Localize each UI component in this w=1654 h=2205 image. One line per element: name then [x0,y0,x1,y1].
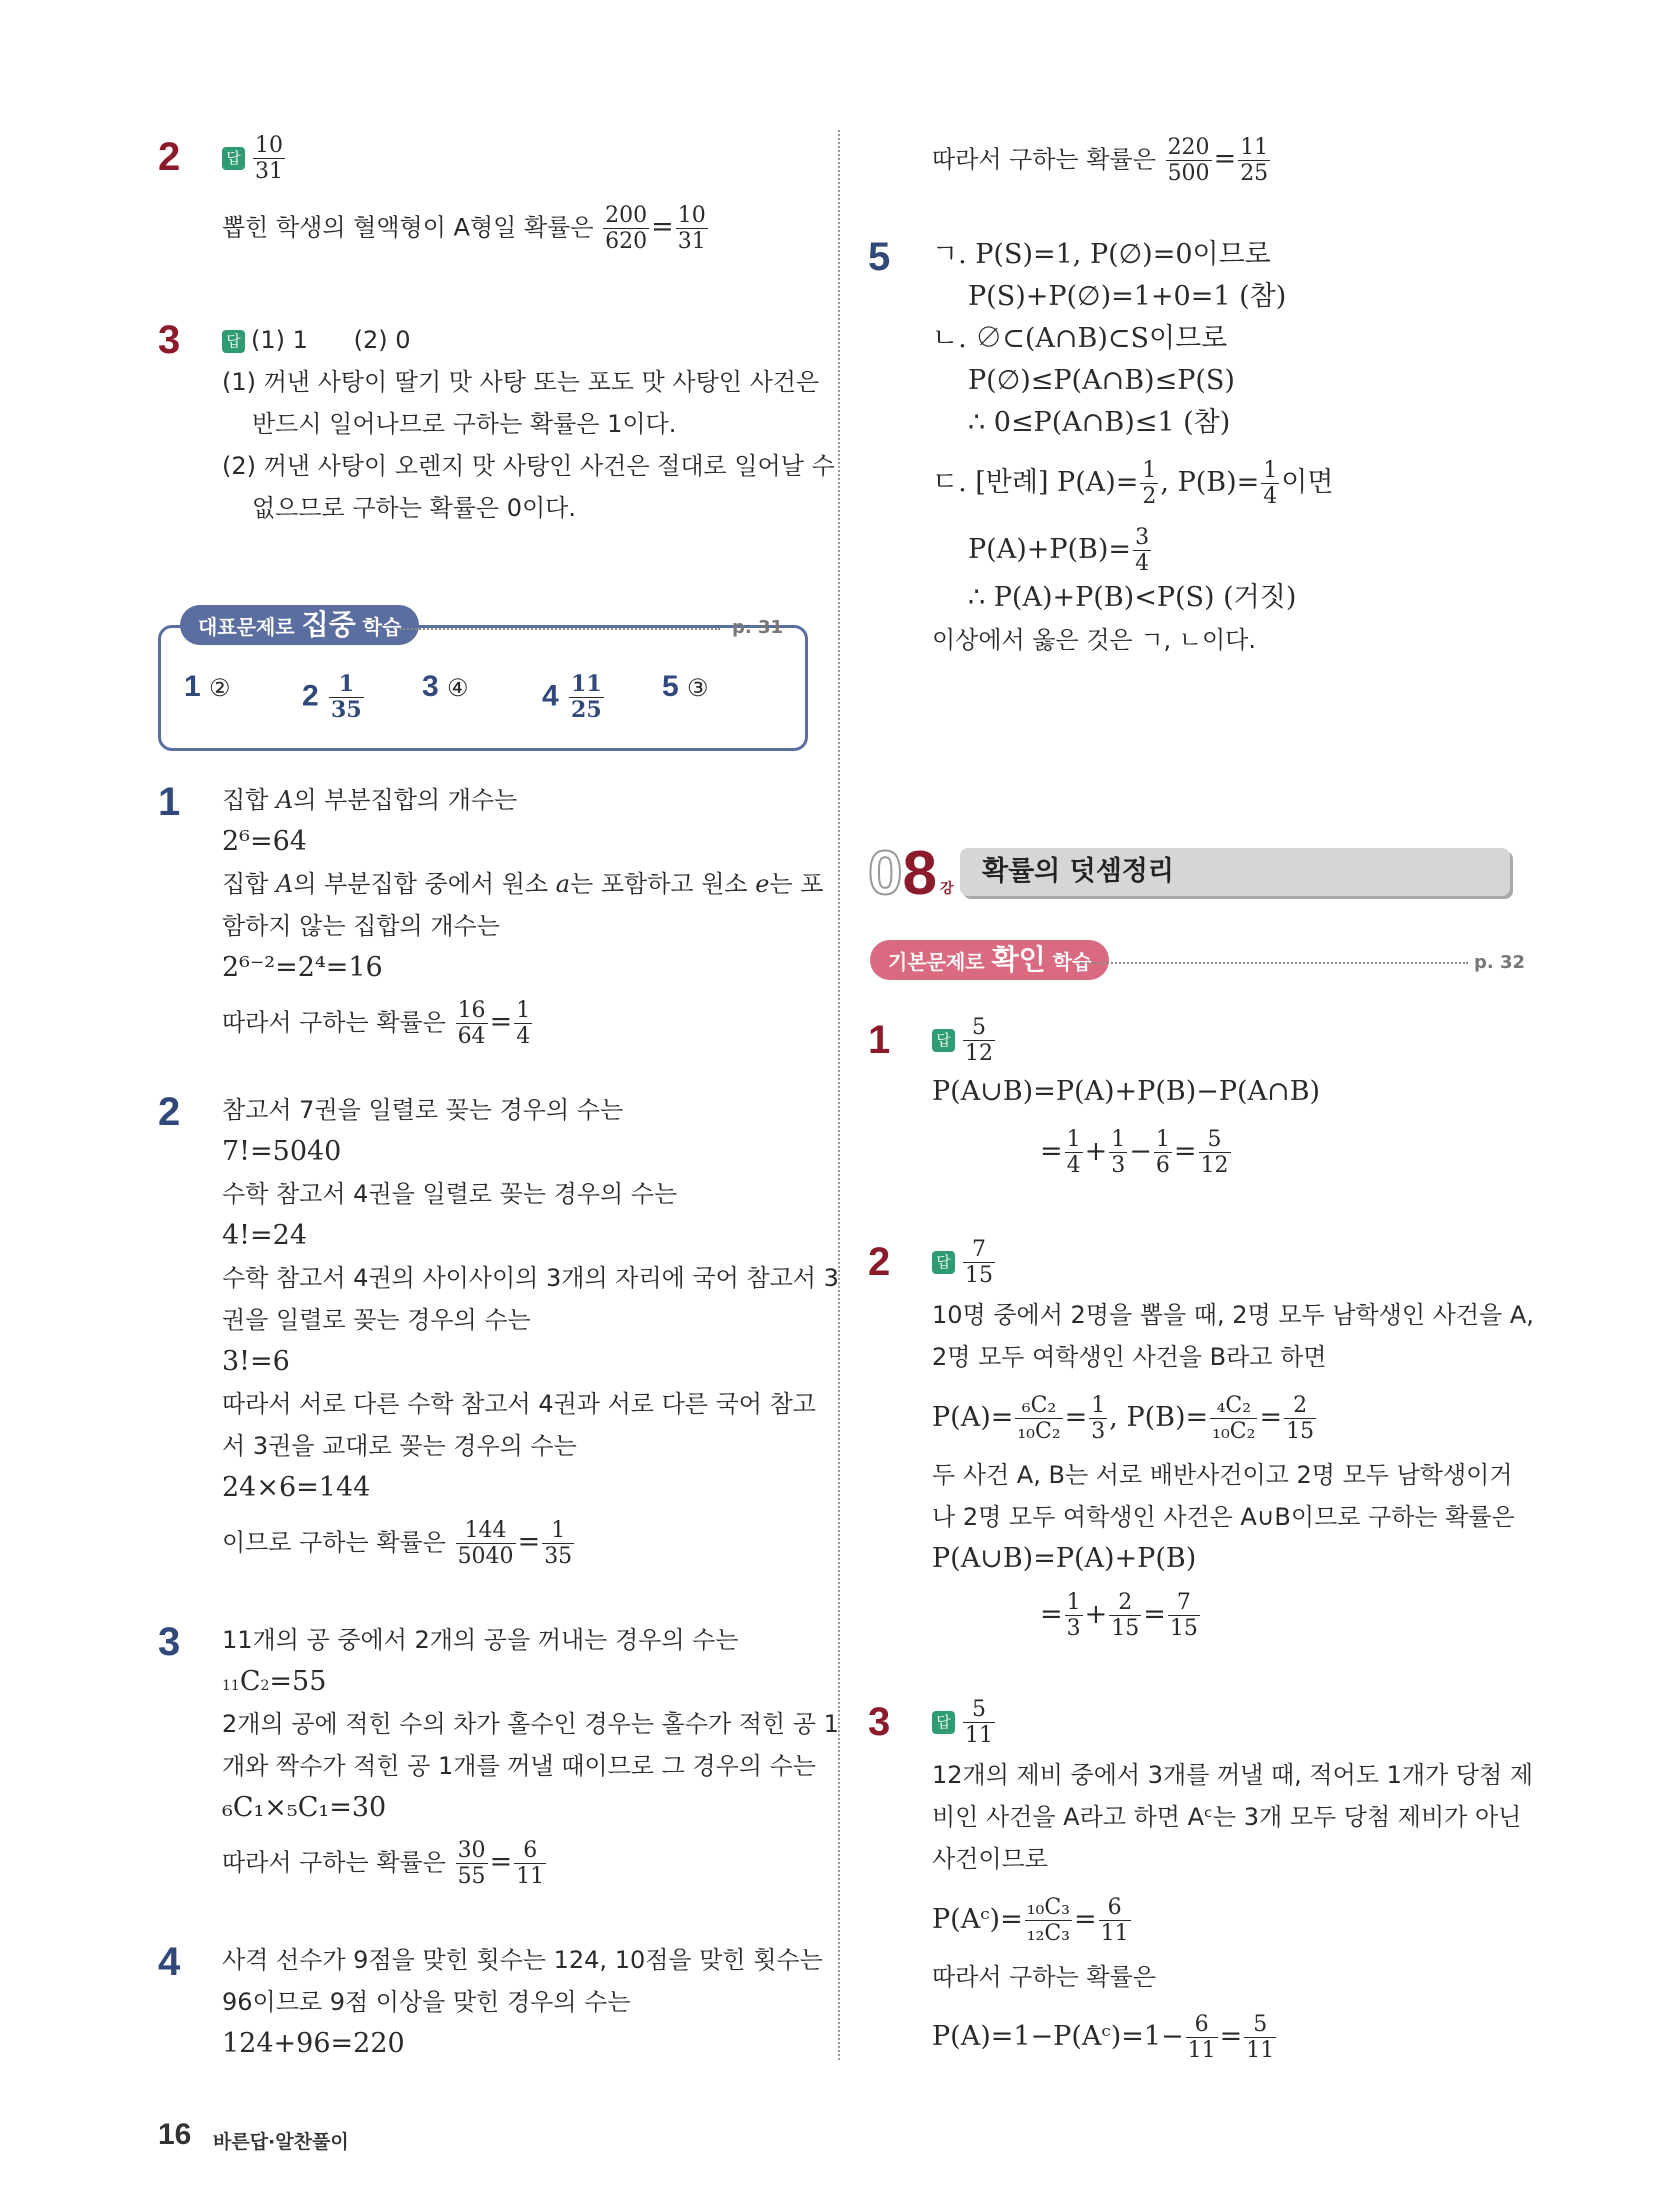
math-line: 124+96=220 [222,2028,405,2059]
solution-line: 2명 모두 여학생인 사건을 B라고 하면 [932,1343,1327,1371]
summary-item: 5 ③ [662,670,709,703]
solution-line: (1) 꺼낸 사탕이 딸기 맛 사탕 또는 포도 맛 사탕인 사건은 [222,368,820,396]
fraction: $\frac{1}{4}$ [1263,458,1278,509]
solution-line: 권을 일렬로 꽂는 경우의 수는 [222,1306,531,1334]
math-line: ₆C₁×₅C₁=30 [222,1792,387,1823]
solution-line: 96이므로 9점 이상을 맞힌 경우의 수는 [222,1988,631,2016]
fraction: $\frac{1}{3}$ [1091,1393,1106,1444]
fraction: $\frac{11}{25}$ [571,671,602,723]
fraction: $\frac{16}{64}$ [457,998,486,1049]
summary-item: 2 $\frac{1}{35}$ [302,671,362,723]
solution-line: 수학 참고서 4권의 사이사이의 3개의 자리에 국어 참고서 3 [222,1264,839,1292]
fraction: $\frac{2}{15}$ [1286,1393,1315,1444]
solution-line: 개와 짝수가 적힌 공 1개를 꺼낼 때이므로 그 경우의 수는 [222,1752,816,1780]
basic-tag: 기본문제로 확인 학습 [870,940,1109,980]
fraction: $\frac{5}{12}$ [1200,1127,1229,1178]
math-line: P(∅)≤P(A∩B)≤P(S) [968,365,1235,396]
page-reference: p. 31 [732,617,784,638]
summary-item: 4 $\frac{11}{25}$ [542,671,602,723]
fraction: $\frac{6}{11}$ [1187,2012,1216,2063]
math-line: P(A∪B)=P(A)+P(B) [932,1543,1197,1574]
solution-line: 집합 A의 부분집합 중에서 원소 a는 포함하고 원소 e는 포 [222,870,824,898]
problem-number: 2 [868,1240,891,1284]
math-line: ㄱ. P(S)=1, P(∅)=0이므로 [932,239,1271,270]
math-line: 2⁶=64 [222,826,307,857]
fraction: $\frac{200}{620}$ [605,203,648,254]
solution-line: 사건이므로 [932,1845,1048,1873]
problem-number: 1 [158,780,181,824]
math-line: P(S)+P(∅)=1+0=1 (참) [968,281,1287,312]
solution-line: 이므로 구하는 확률은 $\frac{144}{5040}$ = $\frac{1}{35}$ [222,1518,573,1569]
solution-line: 10명 중에서 2명을 뽑을 때, 2명 모두 남학생인 사건을 A, [932,1301,1534,1329]
answer-line [932,1237,997,1288]
section-title: 확률의 덧셈정리 [960,848,1510,896]
fraction: $\frac{\text{₁₀C₃}}{\text{₁₂C₃}}$ [1026,1895,1070,1946]
fraction: $\frac{1}{3}$ [1066,1590,1081,1641]
fraction: $\frac{1}{6}$ [1155,1127,1170,1178]
fraction: $\frac{220}{500}$ [1167,135,1210,186]
solution-line: 뽑힌 학생의 혈액형이 A형일 확률은 $\frac{200}{620}$ = $\frac{10}{31}$ [222,203,706,254]
fraction: $\frac{5}{12}$ [965,1015,993,1066]
problem-number: 2 [158,135,181,179]
problem-number: 3 [158,1620,181,1664]
answer-line: 답 (1) 1 (2) 0 [222,325,411,355]
solution-line: 따라서 구하는 확률은 [932,1963,1156,1991]
fraction: $\frac{30}{55}$ [457,1838,486,1889]
fraction: $\frac{5}{11}$ [965,1697,993,1748]
fraction: $\frac{6}{11}$ [516,1838,545,1889]
fraction: $\frac{1}{35}$ [544,1518,573,1569]
section-number: 08 [868,839,937,908]
fraction: $\frac{1}{4}$ [1066,1127,1081,1178]
solution-line: 12개의 제비 중에서 3개를 꺼낼 때, 적어도 1개가 당첨 제 [932,1761,1534,1789]
fraction: $\frac{3}{4}$ [1135,525,1150,576]
solution-line: 참고서 7권을 일렬로 꽂는 경우의 수는 [222,1096,624,1124]
math-line: ∴ P(A)+P(B)<P(S) (거짓) [968,582,1297,613]
fraction: $\frac{1}{35}$ [331,671,362,723]
solution-line: 따라서 구하는 확률은 $\frac{16}{64}$ = $\frac{1}{4}$ [222,998,531,1049]
answer-line [932,1697,997,1748]
math-line: = $\frac{1}{3}$ + $\frac{2}{15}$ = $\frac{7}{15}$ [1040,1590,1198,1641]
section-unit: 강 [940,881,954,897]
solution-line: 사격 선수가 9점을 맞힌 횟수는 124, 10점을 맞힌 횟수는 [222,1946,823,1974]
math-line: 2⁶⁻²=2⁴=16 [222,952,383,983]
problem-number: 3 [158,318,181,362]
solution-line: 이상에서 옳은 것은 ㄱ, ㄴ이다. [932,626,1256,654]
math-line: 24×6=144 [222,1472,371,1503]
fraction: $\frac{6}{11}$ [1100,1895,1129,1946]
math-line: 7!=5040 [222,1136,342,1167]
math-line: P(A∪B)=P(A)+P(B)−P(A∩B) [932,1076,1321,1107]
solution-line: 수학 참고서 4권을 일렬로 꽂는 경우의 수는 [222,1180,678,1208]
math-line: 3!=6 [222,1346,290,1377]
math-line: P(A)=1−P(Aᶜ)=1− $\frac{6}{11}$ = $\frac{5}{11}$ [932,2012,1275,2063]
solution-line: 서 3권을 교대로 꽂는 경우의 수는 [222,1432,577,1460]
problem-number: 2 [158,1090,181,1134]
footer-title: 바른답·알찬풀이 [213,2131,349,2153]
answer-badge: 답 [222,330,245,353]
math-line: 4!=24 [222,1220,308,1251]
answer-badge: 답 [932,1251,955,1274]
math-line: ㄷ. [반례] P(A)= $\frac{1}{2}$ , P(B)= $\frac{1}{4}$ 이면 [932,458,1334,509]
summary-item: 3 ④ [422,670,469,703]
fraction: $\frac{\text{₆C₂}}{\text{₁₀C₂}}$ [1017,1393,1061,1444]
solution-line: 11개의 공 중에서 2개의 공을 꺼내는 경우의 수는 [222,1626,739,1654]
math-line: ∴ 0≤P(A∩B)≤1 (참) [968,407,1231,438]
fraction: $\frac{1}{4}$ [516,998,531,1049]
math-line: 11C2=55 [222,1666,327,1697]
fraction: $\frac{1}{2}$ [1142,458,1157,509]
answer-line [932,1015,997,1066]
summary-tag: 대표문제로 집중 학습 [180,605,419,645]
solution-line: 집합 A의 부분집합의 개수는 [222,786,518,814]
solution-line: 반드시 일어나므로 구하는 확률은 1이다. [252,410,677,438]
answer-badge: 답 [222,147,245,170]
problem-number: 5 [868,235,891,279]
solution-line: 비인 사건을 A라고 하면 Aᶜ는 3개 모두 당첨 제비가 아닌 [932,1803,1522,1831]
answer-line [222,133,287,184]
problem-number: 4 [158,1940,181,1984]
solution-line: 없으므로 구하는 확률은 0이다. [252,494,576,522]
math-line: ㄴ. ∅⊂(A∩B)⊂S이므로 [932,323,1228,354]
divider [400,628,720,630]
fraction: $\frac{7}{15}$ [965,1237,993,1288]
math-line: P(A)+P(B)= $\frac{3}{4}$ [968,525,1150,576]
math-line: P(A)= $\frac{\text{₆C₂}}{\text{₁₀C₂}}$ = $\frac{1}{3}$ , P(B)= $\frac{\text{₄C₂}}{\text{₁₀C₂}}$ = $\frac{2}{15}$ [932,1393,1315,1444]
fraction: $\frac{5}{11}$ [1246,2012,1275,2063]
fraction: $\frac{11}{25}$ [1240,135,1269,186]
fraction: $\frac{1}{3}$ [1111,1127,1126,1178]
fraction: $\frac{144}{5040}$ [457,1518,514,1569]
answer-badge: 답 [932,1029,955,1052]
fraction: $\frac{10}{31}$ [255,133,283,184]
fraction: $\frac{10}{31}$ [677,203,706,254]
solution-line: 따라서 구하는 확률은 $\frac{220}{500}$ = $\frac{11}{25}$ [932,135,1269,186]
answer-badge: 답 [932,1711,955,1734]
solution-line: 따라서 서로 다른 수학 참고서 4권과 서로 다른 국어 참고 [222,1390,816,1418]
solution-line: 나 2명 모두 여학생인 사건은 A∪B이므로 구하는 확률은 [932,1503,1515,1531]
solution-line: 두 사건 A, B는 서로 배반사건이고 2명 모두 남학생이거 [932,1461,1513,1489]
problem-number: 3 [868,1700,891,1744]
fraction: $\frac{2}{15}$ [1111,1590,1140,1641]
solution-line: 2개의 공에 적힌 수의 차가 홀수인 경우는 홀수가 적힌 공 1 [222,1710,839,1738]
fraction: $\frac{\text{₄C₂}}{\text{₁₀C₂}}$ [1212,1393,1256,1444]
page-reference: p. 32 [1474,952,1526,973]
column-divider [838,130,840,2060]
divider [1080,962,1468,964]
math-line: P(Aᶜ)= $\frac{\text{₁₀C₃}}{\text{₁₂C₃}}$ = $\frac{6}{11}$ [932,1895,1129,1946]
solution-line: (2) 꺼낸 사탕이 오렌지 맛 사탕인 사건은 절대로 일어날 수 [222,452,835,480]
solution-line: 함하지 않는 집합의 개수는 [222,912,500,940]
fraction: $\frac{7}{15}$ [1169,1590,1198,1641]
solution-line: 따라서 구하는 확률은 $\frac{30}{55}$ = $\frac{6}{11}$ [222,1838,545,1889]
math-line: = $\frac{1}{4}$ + $\frac{1}{3}$ − $\frac{1}{6}$ = $\frac{5}{12}$ [1040,1127,1229,1178]
problem-number: 1 [868,1018,891,1062]
summary-item: 1 ② [184,670,231,703]
page-number: 16 [158,2118,192,2151]
